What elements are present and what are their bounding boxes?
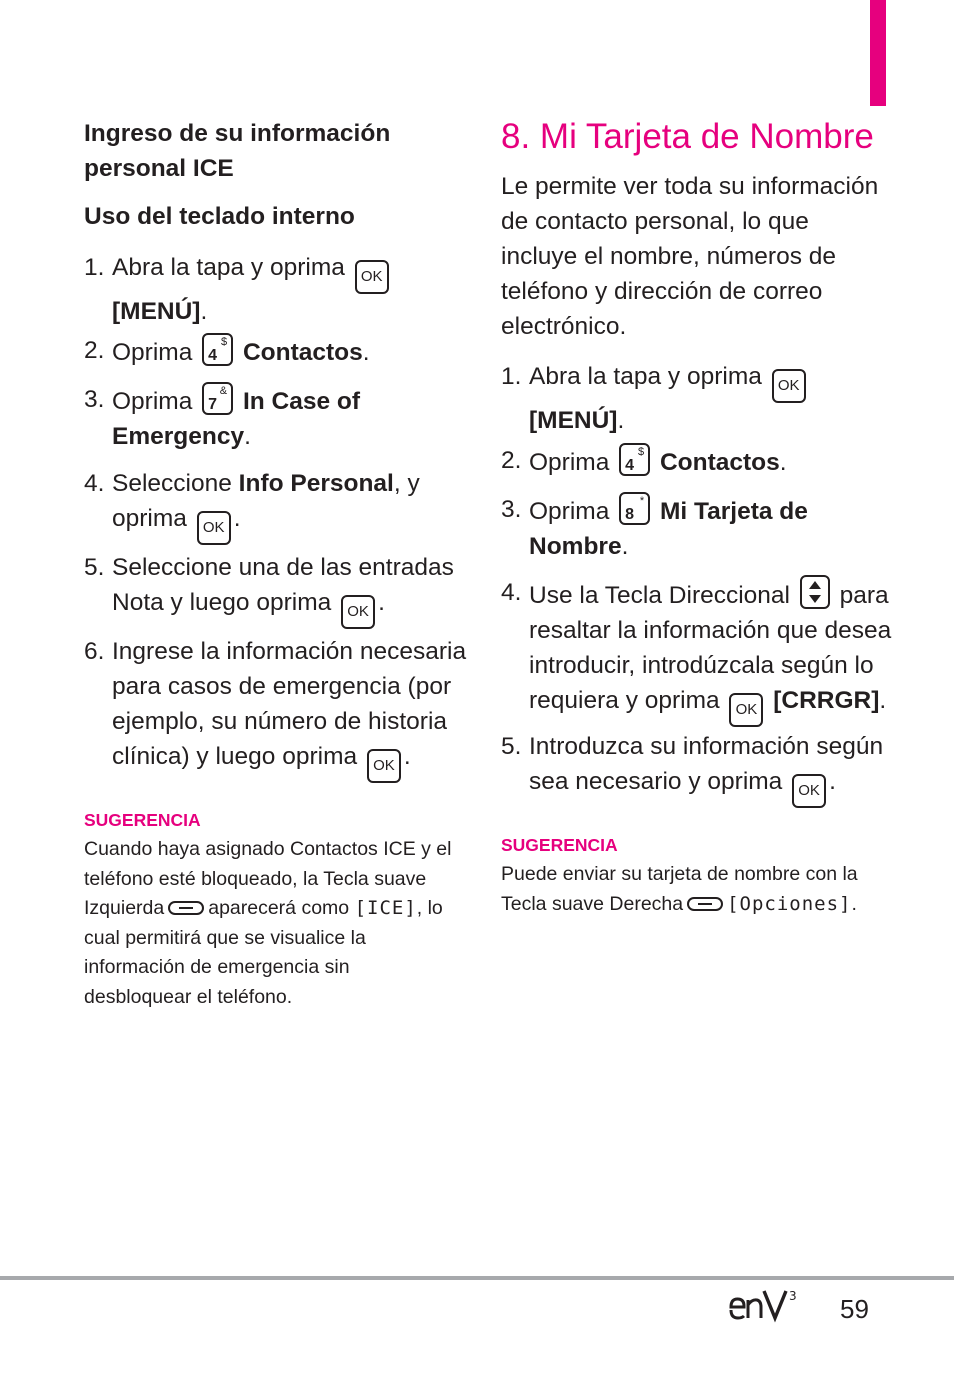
key-4-icon: 4 $ [202, 333, 233, 366]
section-title: 8. Mi Tarjeta de Nombre [501, 117, 874, 156]
tip-text: Puede enviar su tarjeta de nombre con la Tecla suave Derecha [Opciones]. [501, 863, 858, 915]
section-tab [870, 0, 886, 106]
key-7-icon: 7 & [202, 382, 233, 415]
tip-heading: SUGERENCIA [84, 810, 201, 830]
key-8-icon: 8 * [619, 492, 650, 525]
env3-logo [728, 1288, 804, 1328]
ok-key-icon: OK [792, 774, 826, 808]
brand-superscript: 3 [789, 1289, 797, 1303]
ok-key-icon: OK [355, 260, 389, 294]
right-soft-key-icon [687, 897, 723, 911]
ok-key-icon: OK [729, 693, 763, 727]
nav-key-icon [800, 575, 830, 609]
tip-heading: SUGERENCIA [501, 835, 618, 855]
intro-paragraph: Le permite ver toda su información de contacto personal, lo que incluye el nombre, números de teléfono y dirección de correo electrónico. [501, 173, 879, 340]
subheading-keypad: Uso del teclado interno [84, 203, 355, 230]
ok-key-icon: OK [341, 595, 375, 629]
page-number: 59 [840, 1294, 869, 1324]
tip-text: Cuando haya asignado Contactos ICE y el teléfono esté bloqueado, la Tecla suave Izquierda aparecerá como [ICE], lo cual permitirá que se visualice la información de emergencia sin desbloquear el teléfono. [84, 838, 452, 1008]
subheading-ice: Ingreso de su información personal ICE [84, 120, 391, 182]
ok-key-icon: OK [197, 511, 231, 545]
footer-rule [0, 1276, 954, 1280]
ok-key-icon: OK [367, 749, 401, 783]
key-4-icon: 4 $ [619, 443, 650, 476]
left-soft-key-icon [168, 901, 204, 915]
ok-key-icon: OK [772, 369, 806, 403]
